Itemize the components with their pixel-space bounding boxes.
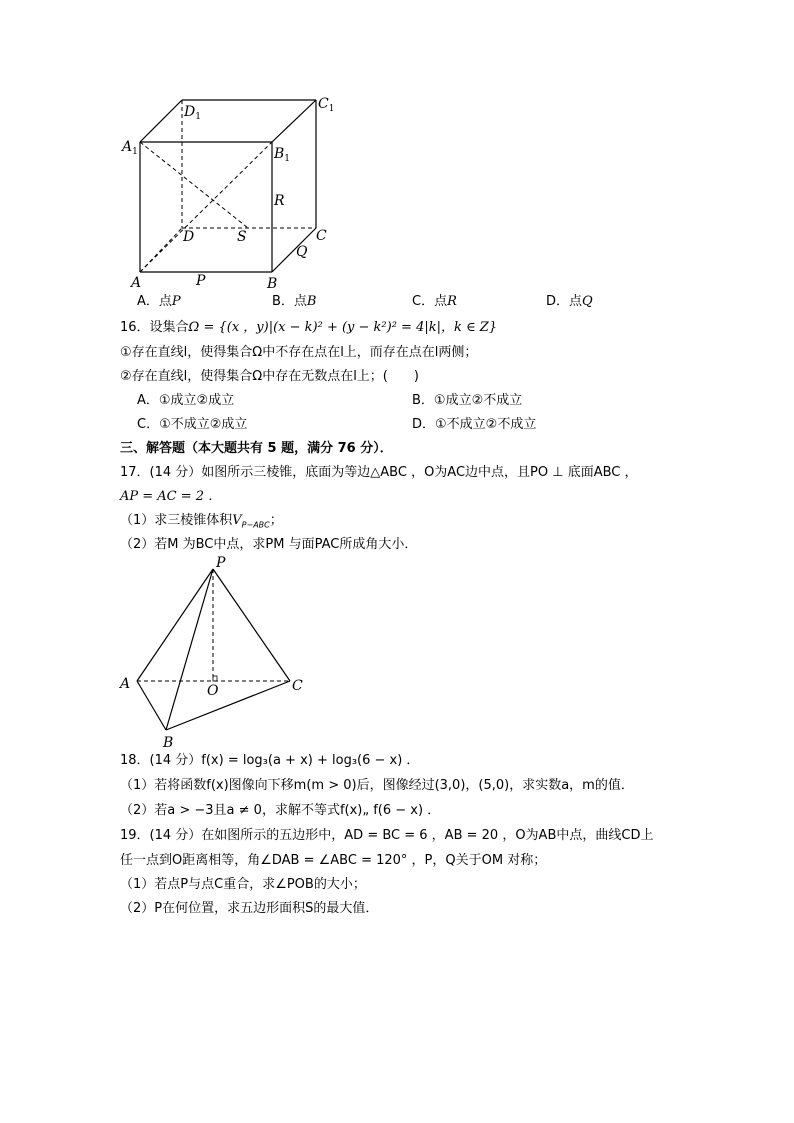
q17-line-1: 17．(14 分）如图所示三棱锥，底面为等边△ABC ，O为AC边中点，且PO ⊥ 底面ABC ， <box>120 465 638 480</box>
pyramid-label-O: O <box>207 683 219 699</box>
q19-line-2: 任一点到O距离相等，角∠DAB = ∠ABC = 120° ，P，Q关于OM 对称； <box>120 853 547 868</box>
q16-statement-2: ②存在直线l，使得集合Ω中存在无数点在l上；( ) <box>120 369 419 384</box>
q17-line-2: AP = AC = 2 ． <box>120 489 222 504</box>
section-3-heading: 三、解答题（本大题共有 5 题，满分 76 分）． <box>120 441 393 456</box>
q15-option-c: C．点R <box>412 294 457 309</box>
cube-label-A: A <box>131 275 142 291</box>
q16-option-d: D．①不成立②不成立 <box>412 417 537 432</box>
pyramid-label-P: P <box>216 555 226 571</box>
cube-label-C: C <box>316 228 327 244</box>
q19-part-1: （1）若点P与点C重合，求∠POB的大小； <box>120 877 366 892</box>
cube-label-B1: $B_1$ <box>274 146 291 164</box>
cube-label-D: D <box>183 229 195 245</box>
cube-label-B: B <box>267 276 278 292</box>
q15-option-b: B．点B <box>272 294 317 309</box>
q16-option-c: C．①不成立②成立 <box>137 417 248 432</box>
q18-part-1: （1）若将函数f(x)图像向下移m(m > 0)后，图像经过(3,0)，(5,0)，求实数a，m的值． <box>120 778 634 793</box>
cube-label-P: P <box>196 273 206 289</box>
q19-part-2: （2）P在何位置，求五边形面积S的最大值． <box>120 901 379 916</box>
q16-option-b: B．①成立②不成立 <box>412 393 523 408</box>
pyramid-label-A: A <box>120 676 131 692</box>
pyramid-label-B: B <box>163 735 174 751</box>
cube-label-D1: $D_1$ <box>184 104 201 122</box>
cube-label-S: S <box>237 229 247 245</box>
q16-option-a: A．①成立②成立 <box>137 393 235 408</box>
pyramid-label-C: C <box>292 678 303 694</box>
cube-figure <box>0 0 794 300</box>
q16-statement-1: ①存在直线l，使得集合Ω中不存在点在l上，而存在点在l两侧； <box>120 345 478 360</box>
q15-option-a: A．点P <box>137 294 181 309</box>
q19-line-1: 19．(14 分）在如图所示的五边形中，AD = BC = 6 ，AB = 20 ，O为AB中点，曲线CD上 <box>120 828 654 843</box>
pyramid-figure <box>0 555 794 755</box>
cube-label-Q: Q <box>296 244 308 260</box>
q15-option-d: D．点Q <box>546 294 593 309</box>
cube-label-R: R <box>274 193 285 209</box>
q16-stem: 16．设集合Ω = {(x ，y)|(x − k)² + (y − k²)² = 4|k|，k ∈ Z} <box>120 320 498 335</box>
cube-label-A1: $A_1$ <box>122 139 138 157</box>
q18-part-2: （2）若a > −3且a ≠ 0，求解不等式f(x)„ f(6 − x) ． <box>120 803 441 818</box>
q17-part-2: （2）若M 为BC中点，求PM 与面PAC所成角大小． <box>120 537 418 552</box>
cube-label-C1: $C_1$ <box>318 96 335 114</box>
q17-part-1: （1）求三棱锥体积$V_{P-ABC}$； <box>120 513 283 530</box>
q18-line-1: 18．(14 分）f(x) = log₃(a + x) + log₃(6 − x) ． <box>120 753 420 768</box>
